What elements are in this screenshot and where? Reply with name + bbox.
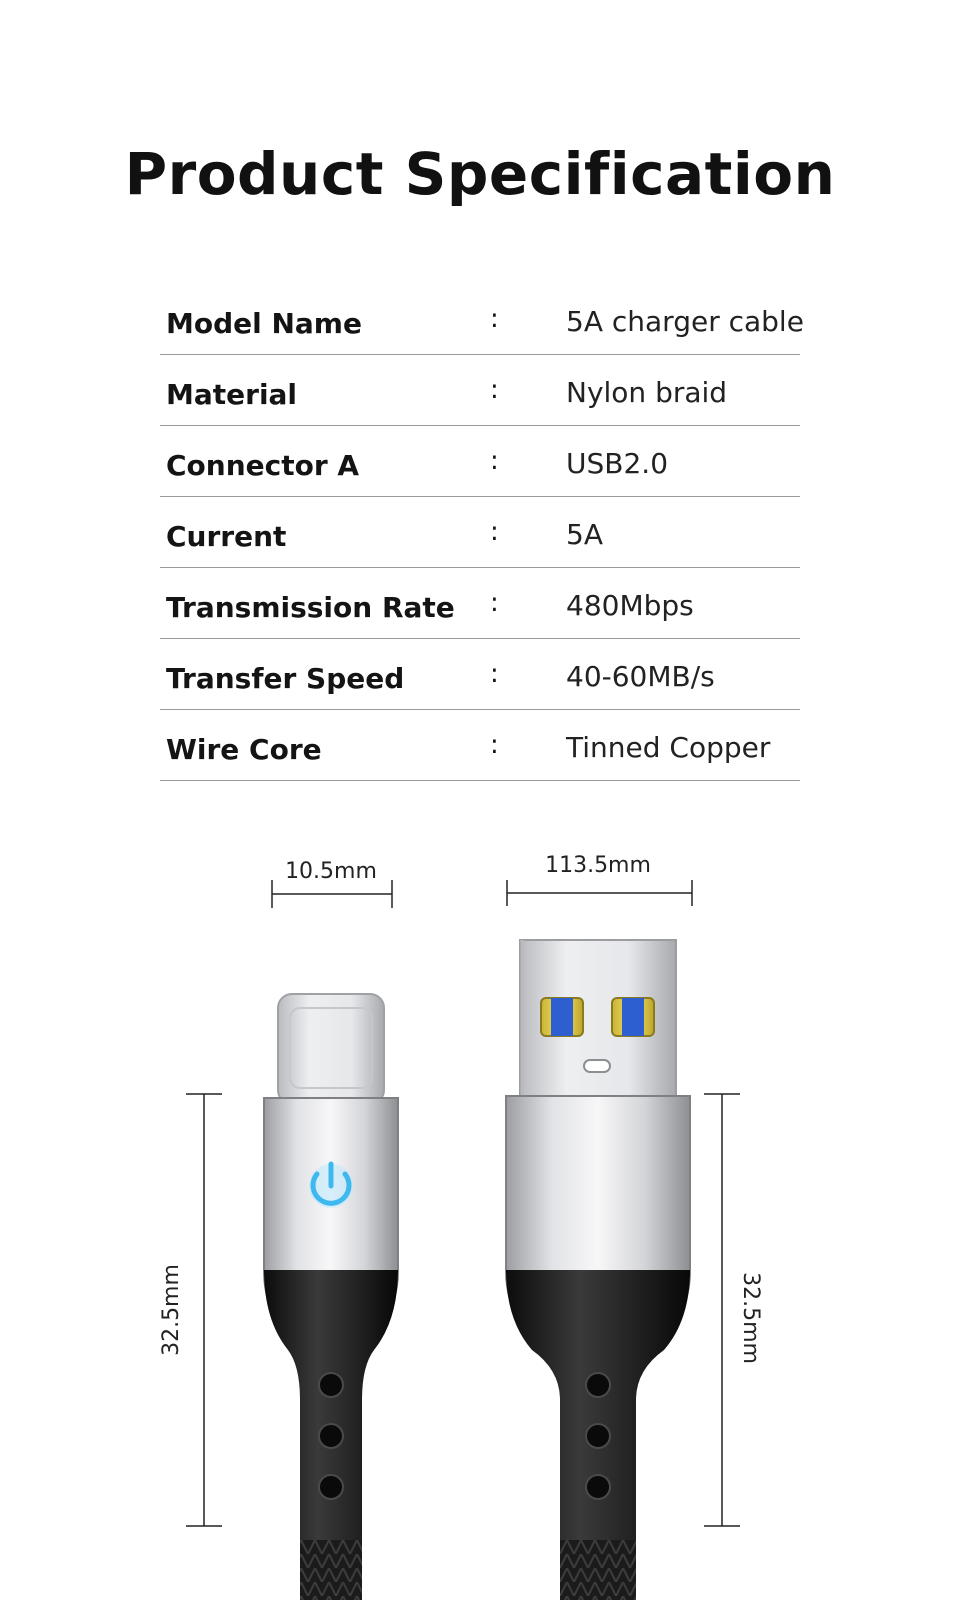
spec-value: USB2.0 — [566, 447, 669, 480]
spec-label: Connector A — [166, 449, 360, 482]
spec-separator: : — [490, 730, 499, 760]
usb-length-label: 113.5mm — [545, 853, 651, 878]
spec-value: Nylon braid — [566, 376, 728, 409]
power-icon — [309, 1164, 353, 1208]
typec-width-label: 10.5mm — [285, 859, 377, 884]
spec-separator: : — [490, 375, 499, 405]
usb-a-connector — [506, 940, 690, 1600]
spec-separator: : — [490, 517, 499, 547]
spec-label: Model Name — [166, 307, 362, 340]
spec-value: 40-60MB/s — [566, 660, 715, 693]
spec-row-model-name — [160, 284, 804, 355]
spec-separator: : — [490, 659, 499, 689]
typec-connector — [264, 994, 398, 1600]
typec-height-label: 32.5mm — [159, 1264, 184, 1356]
spec-value: 5A — [566, 518, 603, 551]
spec-row-material — [160, 355, 800, 426]
dimension-typec-width — [272, 880, 392, 908]
spec-label: Material — [166, 378, 298, 411]
spec-row-transfer-speed — [160, 639, 800, 710]
spec-row-current — [160, 497, 800, 568]
dimension-usb-length — [507, 880, 692, 906]
spec-row-wire-core — [160, 710, 800, 781]
spec-row-connector-a — [160, 426, 800, 497]
spec-label: Current — [166, 520, 287, 553]
spec-separator: : — [490, 588, 499, 618]
spec-value: 480Mbps — [566, 589, 694, 622]
spec-separator: : — [490, 446, 499, 476]
spec-label: Wire Core — [166, 733, 322, 766]
spec-row-transmission-rate — [160, 568, 800, 639]
spec-value: 5A charger cable — [566, 305, 804, 338]
spec-value: Tinned Copper — [566, 731, 771, 764]
page-title: Product Specification — [124, 140, 836, 208]
spec-table — [160, 284, 804, 781]
usb-height-label: 32.5mm — [738, 1272, 763, 1364]
spec-label: Transfer Speed — [166, 662, 405, 695]
spec-separator: : — [490, 304, 499, 334]
dimension-typec-height — [186, 1094, 222, 1526]
spec-label: Transmission Rate — [166, 591, 455, 624]
dimension-usb-height — [704, 1094, 740, 1526]
cable-dimension-diagram — [0, 840, 960, 1600]
